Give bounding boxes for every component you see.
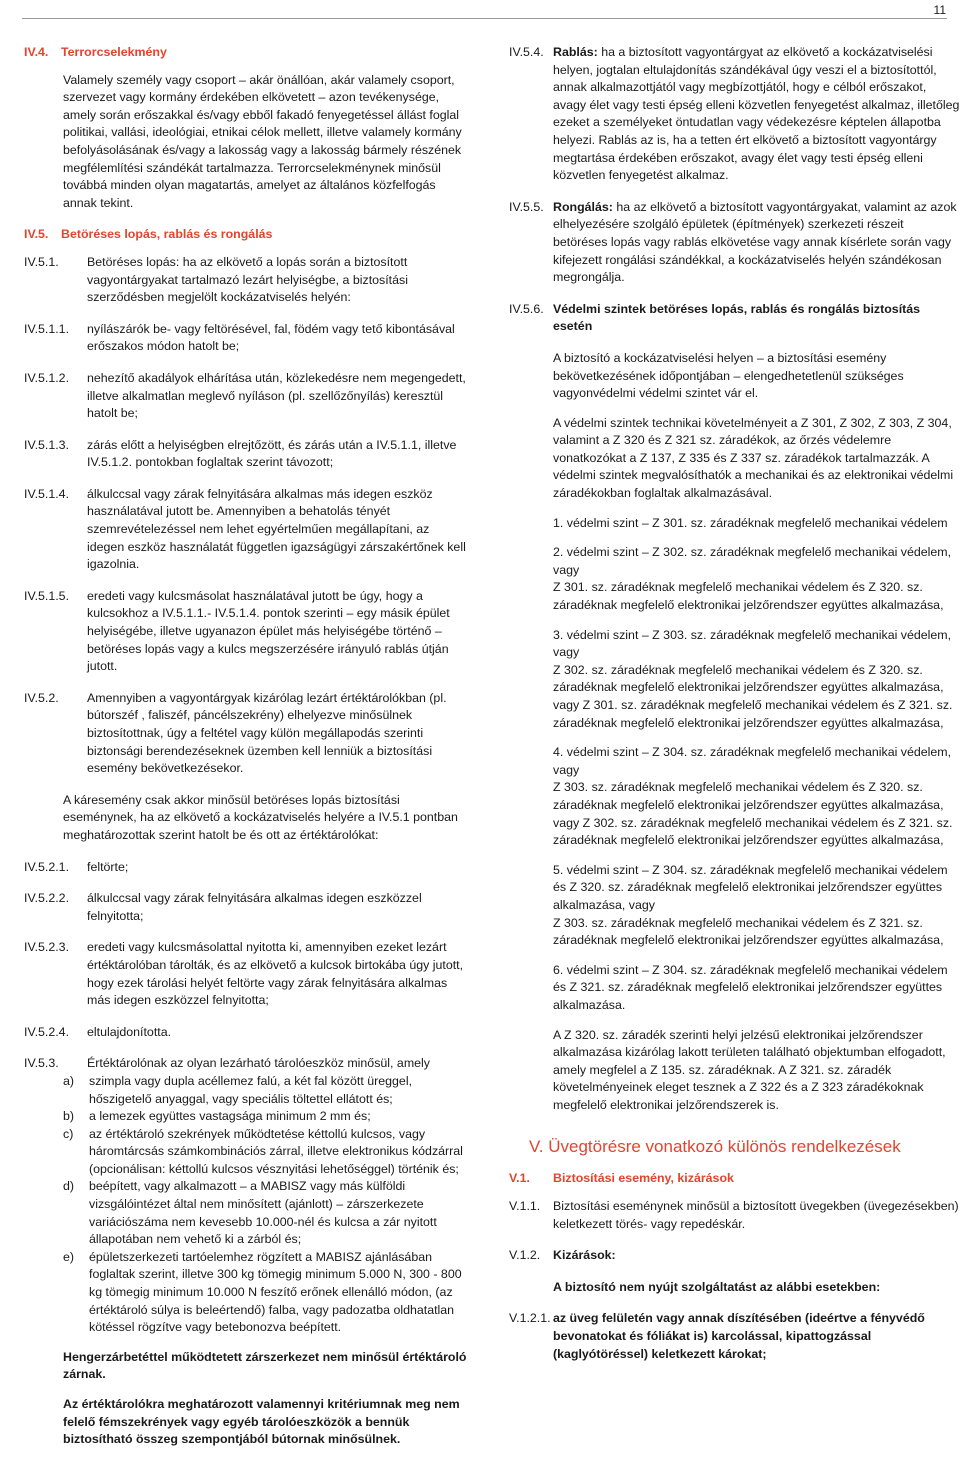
clause-text: eredeti vagy kulcsmásolat használatával jutott be úgy, hogy a kulcsokhoz a IV.5.1.1.- IV.5.1.4. pontok szerinti – egy másik épület helyiségébe, illetve ugyanazon épület más helyiségébe történő – betöréses lopás vagy a kulcs megszerzésére irányuló rablás útján jutott. <box>87 588 450 674</box>
criteria-label: b) <box>63 1109 75 1124</box>
definition-rongalas: ha az elkövető a biztosított vagyontárgyakat, valamint az azok elhelyezésére szolgáló épületek (építmények) szerkezeti részeit betöréses lopás vagy rablás elkövetése vagy annak kísérlete során vagy kifejezett rongálási szándékkal, a kockázatviselés helyén szándékosan megrongálja. <box>553 199 957 285</box>
clause-text: az üveg felületén vagy annak díszítésében (ideértve a fényvédő bevonatokat és fóliákat is) karcolással, kipattogzással (kaglyótöréssel) keletkezett károkat; <box>553 1311 925 1361</box>
protection-level-5: 5. védelmi szint – Z 304. sz. záradéknak megfelelő mechanikai védelem és Z 320. sz. záradéknak megfelelő elektronikai jelzőrendszer együttes alkalmazása, vagy Z 303. sz. záradéknak megfelelő mechanikai védelem és Z 321. sz. záradéknak megfelelő elektronikai jelzőrendszer együttes alkalmazása, <box>553 862 948 948</box>
clause-number: IV.5.2.1. <box>24 859 70 874</box>
criteria-item <box>63 1178 469 1248</box>
clause-iv512 <box>24 370 469 423</box>
heading-title: Biztosítási esemény, kizárások <box>553 1171 734 1186</box>
page-number: 11 <box>933 3 946 17</box>
term-rongalas: Rongálás: <box>553 199 613 214</box>
protection-levels <box>553 515 960 1015</box>
heading-iv5 <box>24 226 469 244</box>
clause-number: V.1.1. <box>509 1199 541 1214</box>
clause-iv521 <box>24 859 469 877</box>
clause-text: eredeti vagy kulcsmásolattal nyitotta ki, amennyiben ezeket lezárt értéktárolóban tárolták, és az elkövető a kulcsok birtokába úgy jutott, hogy ezek tárolási helyét feltörte vagy zárak felnyitására alkalmas más idegen eszközzel felnyitotta; <box>87 940 464 1008</box>
clause-text: Amennyiben a vagyontárgyak kizárólag lezárt értéktárolókban (pl. bútorszéf , faliszéf, páncélszekrény) elhelyezve minősülnek biztosítottnak, úgy a feltétel vagy külön megállapodás szerinti biztonsági berendezéseknek üzemben kell lenniük a biztosítási esemény bekövetkezésekor. <box>87 690 447 776</box>
clause-text: Betöréses lopás: ha az elkövető a lopás során a biztosított vagyontárgyakat tartalmazó lezárt helyiségbe, a biztosítási szerződésben megjelölt kockázatviselés helyén: <box>87 254 408 305</box>
clause-number: IV.5.1.2. <box>24 370 70 385</box>
clause-number: IV.5.6. <box>509 301 544 316</box>
clause-text: eltulajdonította. <box>87 1024 172 1039</box>
clause-number: IV.5.2.2. <box>24 891 70 906</box>
heading-number: IV.5. <box>24 227 49 242</box>
paragraph-iv56-1: A biztosító a kockázatviselési helyen – a biztosítási esemény bekövetkezésének időpontjában – elengedhetetlenül szükséges vagyonvédelmi védelmi szintet vár el. <box>553 350 904 401</box>
criteria-text: a lemezek együttes vastagsága minimum 2 mm és; <box>89 1109 371 1124</box>
heading-title: Terrorcselekmény <box>61 45 167 59</box>
clause-v11 <box>509 1198 960 1233</box>
section-v-title: V. Üvegtörésre vonatkozó különös rendelkezések <box>529 1137 901 1157</box>
clause-text: álkulccsal vagy zárak felnyitására alkalmas más idegen eszköz használatával jutott be. Amennyiben a behatolás tényét szemrevételezéssel nem lehet egyértelműen megállapítani, az idegen eszköz használatát független igazságügyi zárszakértőnek kell igazolnia. <box>87 486 466 572</box>
paragraph-iv56-2: A védelmi szintek technikai követelményeit a Z 301, Z 302, Z 303, Z 304, valamint a Z 320 és Z 321 sz. záradékok, az őrzés védelemre vonatkozókat a Z 137, Z 335 és Z 337 sz. záradékok tartalmazzák. A védelmi szintek megvalósíthatók a mechanikai és az elektronikai védelmi záradékokban foglaltak alkalmazásával. <box>553 415 954 501</box>
criteria-text: épületszerkezeti tartóelemhez rögzített a MABISZ ajánlásában foglaltak szerint, illetve 300 kg tömegig minimum 5.000 N, 300 - 800 kg tömegig minimum 10.000 N feszítő erőnek ellenálló módon, (az értéktároló súlya is beleértendő) falba, vagy padozatba oldhatatlan kötéssel rögzítve vagy betebonozva beépített. <box>89 1249 462 1335</box>
right-column <box>509 44 960 1377</box>
criteria-text: beépített, vagy alkalmazott – a MABISZ vagy más külföldi vizsgálóintézet által nem minősített (ajánlott) – zárszerkezete variációszáma nem kevesebb 10.000-nél és kulcsa a zár nyitott állapotában nem vehető ki a zárból és; <box>89 1179 437 1247</box>
clause-text: feltörte; <box>87 859 129 874</box>
clause-iv56 <box>509 301 960 336</box>
clause-text: Biztosítási eseménynek minősül a biztosított üvegekben (üvegezésekben) keletkezett törés- vagy repedéskár. <box>553 1199 959 1231</box>
clause-number: IV.5.2. <box>24 690 59 705</box>
clause-iv52 <box>24 690 469 778</box>
protection-level-2: 2. védelmi szint – Z 302. sz. záradéknak megfelelő mechanikai védelem, vagy Z 301. sz. záradéknak megfelelő mechanikai védelem és Z 320. sz. záradéknak megfelelő elektronikai jelzőrendszer együttes alkalmazása, <box>553 545 952 613</box>
criteria-text: az értéktároló szekrények működtetése kéttollú kulcsos, vagy háromtárcsás számkombinációs zárral, illetve elektronikus kódzárral (opcionálisan: kéttollú kulcsos vésznyitási lehetőséggel) történik és; <box>89 1126 463 1176</box>
clause-text <box>553 199 960 287</box>
clause-text: zárás előtt a helyiségben elrejtőzött, és zárás után a IV.5.1.1, illetve IV.5.1.2. pontokban foglaltak szerint távozott; <box>87 437 457 470</box>
clause-text: Kizárások: <box>553 1248 616 1263</box>
clause-text <box>553 44 960 185</box>
note-furniture: Az értéktárolókra meghatározott valamennyi kritériumnak meg nem felelő fémszekrények vagy egyéb tárolóeszközök a bennük biztosítható összeg szempontjából bútornak minősülnek. <box>63 1397 460 1447</box>
clause-iv523 <box>24 939 469 1009</box>
clause-iv515 <box>24 588 469 676</box>
clause-iv524 <box>24 1024 469 1042</box>
clause-number: IV.5.1.4. <box>24 486 70 501</box>
clause-number: IV.5.5. <box>509 199 544 214</box>
clause-number: IV.5.2.4. <box>24 1024 70 1039</box>
heading-v1 <box>509 1170 960 1188</box>
clause-title: Védelmi szintek betöréses lopás, rablás és rongálás biztosítás esetén <box>553 301 921 334</box>
criteria-text: szimpla vagy dupla acéllemez falú, a két fal között üreggel, hőszigetelő anyaggal, vagy speciális töltettel ellátott és; <box>89 1073 413 1106</box>
clause-number: IV.5.2.3. <box>24 940 70 955</box>
clause-v12 <box>509 1247 960 1265</box>
criteria-item <box>63 1126 469 1179</box>
clause-number: V.1.2.1. <box>509 1311 551 1326</box>
heading-title: Betöréses lopás, rablás és rongálás <box>61 227 273 242</box>
clause-text: nehezítő akadályok elhárítása után, közlekedésre nem megengedett, illetve alkalmatlan meglevő nyíláson (pl. szellőzőnyílás) keresztül hatolt be; <box>87 370 466 421</box>
protection-level-3: 3. védelmi szint – Z 303. sz. záradéknak megfelelő mechanikai védelem, vagy Z 302. sz. záradéknak megfelelő mechanikai védelem és Z 320. sz. záradéknak megfelelő elektronikai jelzőrendszer együttes alkalmazása, vagy Z 301. sz. záradéknak megfelelő mechanikai védelem és Z 321. sz. záradéknak megfelelő elektronikai jelzőrendszer együttes alkalmazása, <box>553 627 953 730</box>
protection-level-4: 4. védelmi szint – Z 304. sz. záradéknak megfelelő mechanikai védelem, vagy Z 303. sz. záradéknak megfelelő mechanikai védelem és Z 320. sz. záradéknak megfelelő elektronikai jelzőrendszer együttes alkalmazása, vagy Z 302. sz. záradéknak megfelelő mechanikai védelem és Z 321. sz. záradéknak megfelelő elektronikai jelzőrendszer együttes alkalmazása, <box>553 745 953 848</box>
protection-levels-block <box>553 350 960 1115</box>
clause-v121 <box>509 1310 960 1363</box>
heading-number: IV.4. <box>24 45 49 59</box>
clause-iv511 <box>24 321 469 356</box>
heading-number: V.1. <box>509 1171 530 1186</box>
clause-iv54 <box>509 44 960 185</box>
criteria-label: d) <box>63 1179 75 1194</box>
clause-number: IV.5.1. <box>24 254 59 269</box>
clause-text: Értéktárolónak az olyan lezárható tárolóeszköz minősül, amely <box>87 1056 430 1071</box>
paragraph-v12: A biztosító nem nyújt szolgáltatást az alábbi esetekben: <box>553 1279 881 1294</box>
header-rule <box>22 18 947 19</box>
heading-iv4 <box>24 44 469 62</box>
left-column <box>24 44 469 1463</box>
clause-iv513 <box>24 437 469 472</box>
clause-text: álkulccsal vagy zárak felnyitására alkalmas idegen eszközzel felnyitotta; <box>87 891 422 923</box>
criteria-items <box>63 1073 469 1337</box>
clause-iv53 <box>24 1055 469 1073</box>
clause-iv522 <box>24 890 469 925</box>
criteria-label: e) <box>63 1249 75 1264</box>
protection-level-1: 1. védelmi szint – Z 301. sz. záradéknak megfelelő mechanikai védelem <box>553 515 948 530</box>
criteria-item <box>63 1073 469 1108</box>
paragraph-iv56-3: A Z 320. sz. záradék szerinti helyi jelzésű elektronikai jelzőrendszer alkalmazása kizárólag lakott területen található objektumban elfogadott, amely megfelel a Z 135. sz. záradéknak. A Z 321. sz. záradék követelményeinek eleget tesznek a Z 322 és a Z 323 záradékoknak megfelelő elektronikai jelzőrendszerek is. <box>553 1027 946 1112</box>
definition-rablas: ha a biztosított vagyontárgyat az elkövető a kockázatviselési helyen, jogtalan eltulajdonítás szándékával úgy veszi el a biztosítottól, annak alkalmazottjától vagy megbízottjától, hogy e célból erőszakot, avagy élet vagy testi épség elleni közvetlen fenyegetést alkalmaz, illetőleg ezeket a személyeket öntudatlan vagy védekezésre képtelen állapotba helyezi. Rablás az is, ha a tetten ért elkövető a biztosított vagyontárgy megtartása érdekében erőszakot, avagy élet vagy testi épség elleni közvetlen fenyegetést alkalmaz. <box>553 45 960 183</box>
clause-number: IV.5.1.1. <box>24 321 70 336</box>
paragraph-iv52-2: A káresemény csak akkor minősül betöréses lopás biztosítási eseménynek, ha az elkövető a kockázatviselés helyére a IV.5.1 pontban meghatározottak szerint hatolt be és ott az értéktárolókat: <box>63 792 458 842</box>
clause-iv514 <box>24 486 469 574</box>
term-rablas: Rablás: <box>553 45 598 59</box>
clause-number: V.1.2. <box>509 1248 541 1263</box>
clause-text: nyílászárók be- vagy feltörésével, fal, födém vagy tető kibontásával erőszakos módon hatolt be; <box>87 321 455 354</box>
clause-number: IV.5.3. <box>24 1056 59 1071</box>
clause-number: IV.5.4. <box>509 45 544 59</box>
clause-iv51 <box>24 254 469 307</box>
clause-iv55 <box>509 199 960 287</box>
criteria-item <box>63 1108 469 1126</box>
paragraph-iv4: Valamely személy vagy csoport – akár önállóan, akár valamely csoport, szervezet vagy kormány érdekében elkövetett – azon tevékenysége, amely során erőszakkal és/vagy ebből fakadó fenyegetéssel állást foglal politikai, vallási, ideológiai, etnikai célok mellett, illetve valamely kormány befolyásolásának és/vagy a lakosság vagy a lakosság bármely részének megfélemlítési szándékát tartalmazza. Terrorcselekménynek minősül továbbá minden olyan magatartás, amelyet az általános közfelfogás annak tekint. <box>63 72 462 210</box>
criteria-label: a) <box>63 1073 75 1088</box>
note-cylinder-lock: Hengerzárbetéttel működtetett zárszerkezet nem minősül értéktároló zárnak. <box>63 1349 467 1382</box>
clause-number: IV.5.1.3. <box>24 437 70 452</box>
criteria-list <box>63 1073 469 1449</box>
criteria-label: c) <box>63 1126 74 1141</box>
protection-level-6: 6. védelmi szint – Z 304. sz. záradéknak megfelelő mechanikai védelem és Z 321. sz. záradéknak megfelelő elektronikai jelzőrendszer együttes alkalmazása. <box>553 962 948 1012</box>
criteria-item <box>63 1249 469 1337</box>
clause-number: IV.5.1.5. <box>24 588 70 603</box>
